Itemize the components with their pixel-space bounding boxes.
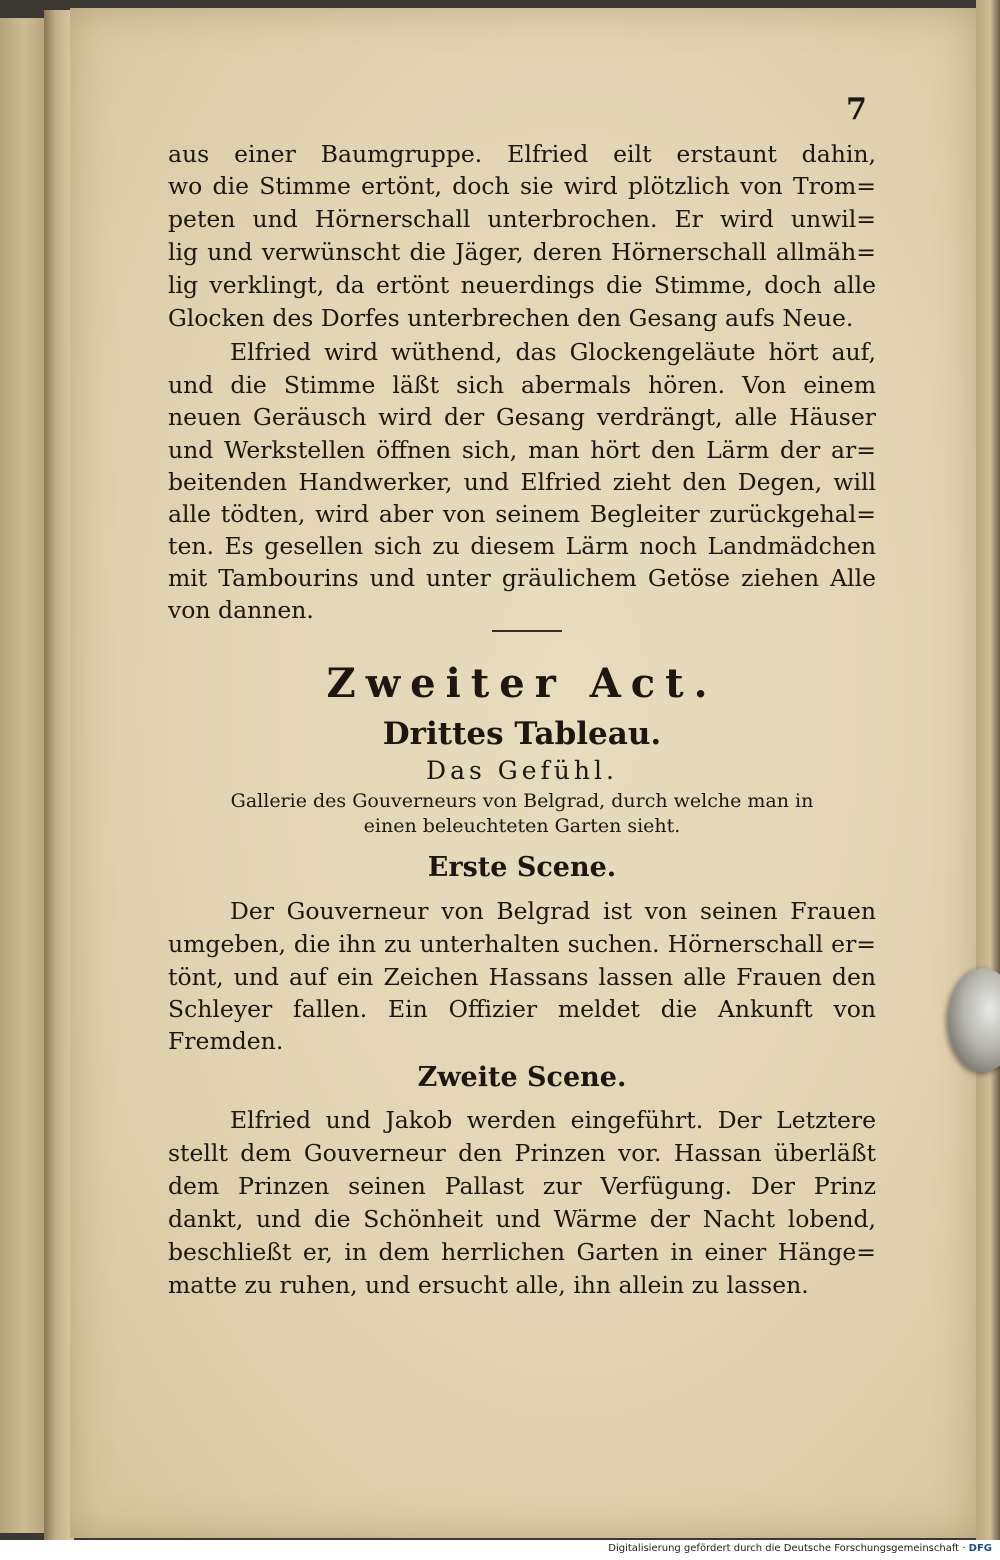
- text-line: dem Prinzen seinen Pallast zur Verfügung. Der Prinz: [168, 1172, 876, 1200]
- text-line: mit Tambourins und unter gräulichem Getöse ziehen Alle: [168, 564, 876, 592]
- text-line: dankt, und die Schönheit und Wärme der Nacht lobend,: [168, 1205, 876, 1233]
- tableau-title: Drittes Tableau.: [382, 716, 662, 752]
- text-line: stellt dem Gouverneur den Prinzen vor. Hassan überläßt: [168, 1139, 876, 1167]
- scene-heading: Erste Scene.: [427, 852, 617, 883]
- section-divider: [492, 630, 562, 632]
- tableau-subtitle: Das Gefühl.: [426, 756, 618, 785]
- text-line: matte zu ruhen, und ersucht alle, ihn allein zu lassen.: [168, 1271, 809, 1299]
- text-line: alle tödten, wird aber von seinem Begleiter zurückgehal=: [168, 500, 876, 528]
- stage-direction: Gallerie des Gouverneurs von Belgrad, durch welche man in: [230, 790, 814, 812]
- stage-direction: einen beleuchteten Garten sieht.: [363, 815, 681, 837]
- text-line: ten. Es gesellen sich zu diesem Lärm noch Landmädchen: [168, 532, 876, 560]
- text-line: und die Stimme läßt sich abermals hören. Von einem: [168, 371, 876, 399]
- text-line: beitenden Handwerker, und Elfried zieht den Degen, will: [168, 468, 876, 496]
- text-line: umgeben, die ihn zu unterhalten suchen. Hörnerschall er=: [168, 930, 876, 958]
- text-line: Elfried wird wüthend, das Glockengeläute hört auf,: [230, 338, 876, 366]
- act-title: Zweiter Act.: [326, 660, 718, 707]
- page-stack-edge: [976, 0, 1000, 1545]
- funding-notice-text: Digitalisierung gefördert durch die Deutsche Forschungsgemeinschaft: [608, 1543, 960, 1554]
- text-line: beschließt er, in dem herrlichen Garten in einer Hänge=: [168, 1238, 876, 1266]
- scene-heading: Zweite Scene.: [417, 1062, 627, 1093]
- text-line: lig verklingt, da ertönt neuerdings die Stimme, doch alle: [168, 271, 876, 299]
- funding-notice: [608, 1543, 992, 1554]
- previous-page-edge: [0, 18, 46, 1533]
- text-line: Elfried und Jakob werden eingeführt. Der Letztere: [230, 1106, 876, 1134]
- text-line: Fremden.: [168, 1027, 284, 1055]
- dfg-logo-icon: DFG: [968, 1543, 992, 1554]
- text-line: und Werkstellen öffnen sich, man hört den Lärm der ar=: [168, 436, 876, 464]
- text-line: Schleyer fallen. Ein Offizier meldet die Ankunft von: [168, 995, 876, 1023]
- text-line: neuen Geräusch wird der Gesang verdrängt, alle Häuser: [168, 403, 876, 431]
- page-number: 7: [846, 92, 867, 127]
- funding-notice-separator: ·: [962, 1543, 969, 1554]
- text-line: Glocken des Dorfes unterbrechen den Gesang aufs Neue.: [168, 304, 854, 332]
- text-line: lig und verwünscht die Jäger, deren Hörnerschall allmäh=: [168, 238, 876, 266]
- text-line: von dannen.: [168, 596, 314, 624]
- text-line: tönt, und auf ein Zeichen Hassans lassen alle Frauen den: [168, 963, 876, 991]
- text-line: wo die Stimme ertönt, doch sie wird plötzlich von Trom=: [168, 172, 876, 200]
- text-line: aus einer Baumgruppe. Elfried eilt erstaunt dahin,: [168, 140, 876, 168]
- text-line: Der Gouverneur von Belgrad ist von seinen Frauen: [230, 897, 876, 925]
- text-line: peten und Hörnerschall unterbrochen. Er wird unwil=: [168, 205, 876, 233]
